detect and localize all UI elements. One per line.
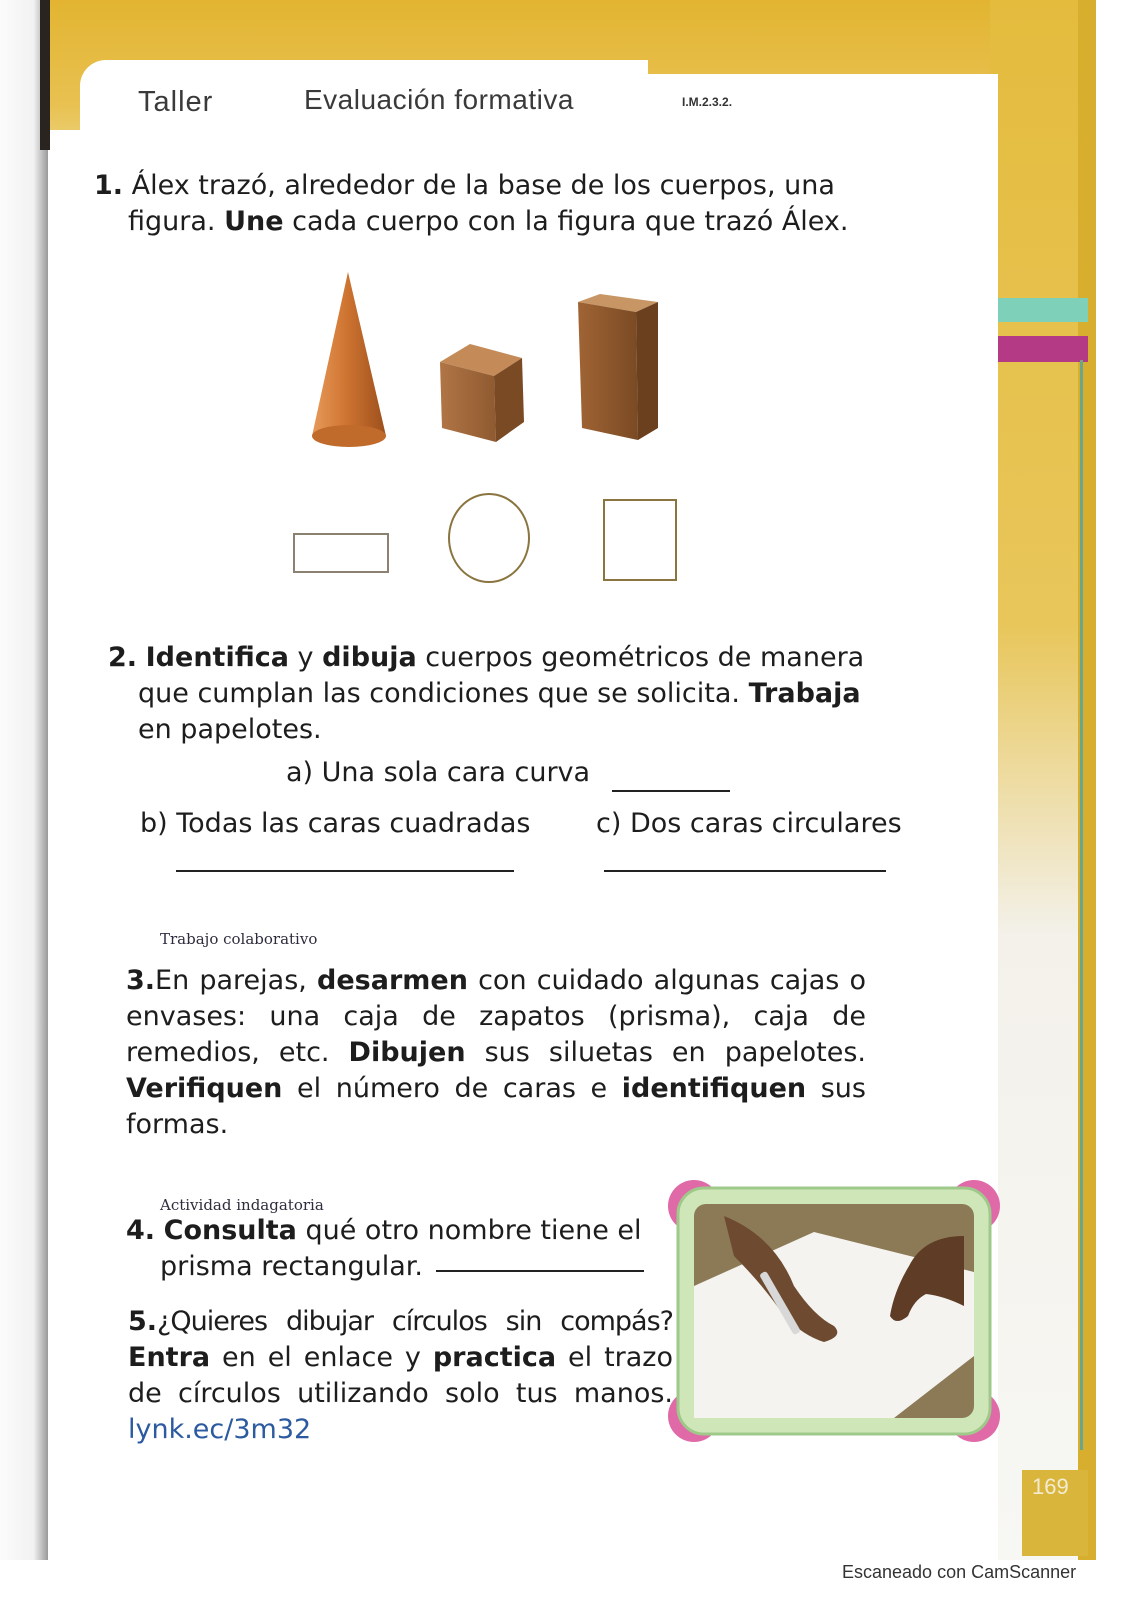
question-text: el número de caras e [282,1073,622,1104]
question-number: 4. [126,1215,156,1246]
header-skill-code: I.M.2.3.2. [682,95,733,109]
question-text: cada cuerpo con la figura que trazó Álex. [283,206,849,237]
question-verb: Verifiquen [126,1073,283,1104]
question-text: que cumplan las condiciones que se solicita. [138,678,749,709]
question-text: el trazo de círculos utilizando solo tus manos. [128,1342,673,1409]
hands-drawing-photo [664,1176,1004,1446]
question-text: con cuidado algunas cajas o envases: una caja de zapatos (prisma), caja de remedios, etc. [126,965,866,1068]
question-verb: Dibujen [348,1037,466,1068]
question-verb: Consulta [163,1215,297,1246]
question-text: en papelotes. [138,714,322,745]
question-4 [126,1213,676,1285]
question-text: sus formas. [126,1073,866,1140]
question-text: Álex trazó, alrededor de la base de los cuerpos, una [131,170,835,201]
question-verb: practica [432,1342,557,1373]
question-verb: Identifica [145,642,289,673]
question-text: sus siluetas en papelotes. [465,1037,866,1068]
question-text: En parejas, [155,965,318,996]
green-margin-line [1080,360,1083,1450]
answer-line-a[interactable] [612,790,730,792]
rectangle-icon [294,534,388,572]
question-text: prisma rectangular. [160,1251,423,1282]
magenta-stripe [992,336,1088,362]
question-verb: identifiquen [621,1073,807,1104]
question-3 [126,963,866,1143]
question-text: figura. [128,206,225,237]
cube-icon [440,344,524,442]
scan-shadow [40,0,50,150]
header-tab-label: Taller [138,86,214,118]
header-code-area [640,74,998,150]
answer-line-b[interactable] [176,870,514,872]
square-icon [604,500,676,580]
traced-figures [290,490,690,590]
header-section-title: Evaluación formativa [304,84,574,115]
question-verb: Une [224,206,284,237]
question-number: 1. [94,170,124,201]
answer-line-4[interactable] [436,1270,644,1272]
option-c: c) Dos caras circulares [596,808,902,839]
scanner-watermark: Escaneado con CamScanner [842,1562,1077,1582]
prism-icon [578,294,658,440]
question-verb: dibuja [322,642,417,673]
question-text: cuerpos geométricos de manera [416,642,865,673]
page-number: 169 [1032,1474,1069,1499]
question-number: 5. [128,1306,158,1337]
question-2 [108,640,908,748]
question-text: y [288,642,323,673]
practice-link[interactable]: lynk.ec/3m32 [128,1414,312,1445]
question-1 [94,168,894,240]
question-5 [128,1304,673,1448]
geometric-bodies [300,270,680,450]
scan-left-margin [0,0,48,1560]
question-verb: desarmen [317,965,468,996]
section-label-inquiry: Actividad indagatoria [160,1196,324,1214]
section-label-collaborative: Trabajo colaborativo [160,930,318,948]
cone-icon [312,272,386,447]
option-a: a) Una sola cara curva [286,757,591,788]
question-verb: Entra [128,1342,211,1373]
question-verb: Trabaja [748,678,861,709]
circle-icon [449,494,529,582]
question-text: en el enlace y [210,1342,433,1373]
question-text: qué otro nombre tiene el [296,1215,642,1246]
option-b: b) Todas las caras cuadradas [140,808,531,839]
question-text: ¿Quieres dibujar círculos sin compás? [157,1306,673,1337]
teal-stripe [992,298,1088,322]
answer-line-c[interactable] [604,870,886,872]
question-number: 3. [126,965,156,996]
question-number: 2. [108,642,138,673]
